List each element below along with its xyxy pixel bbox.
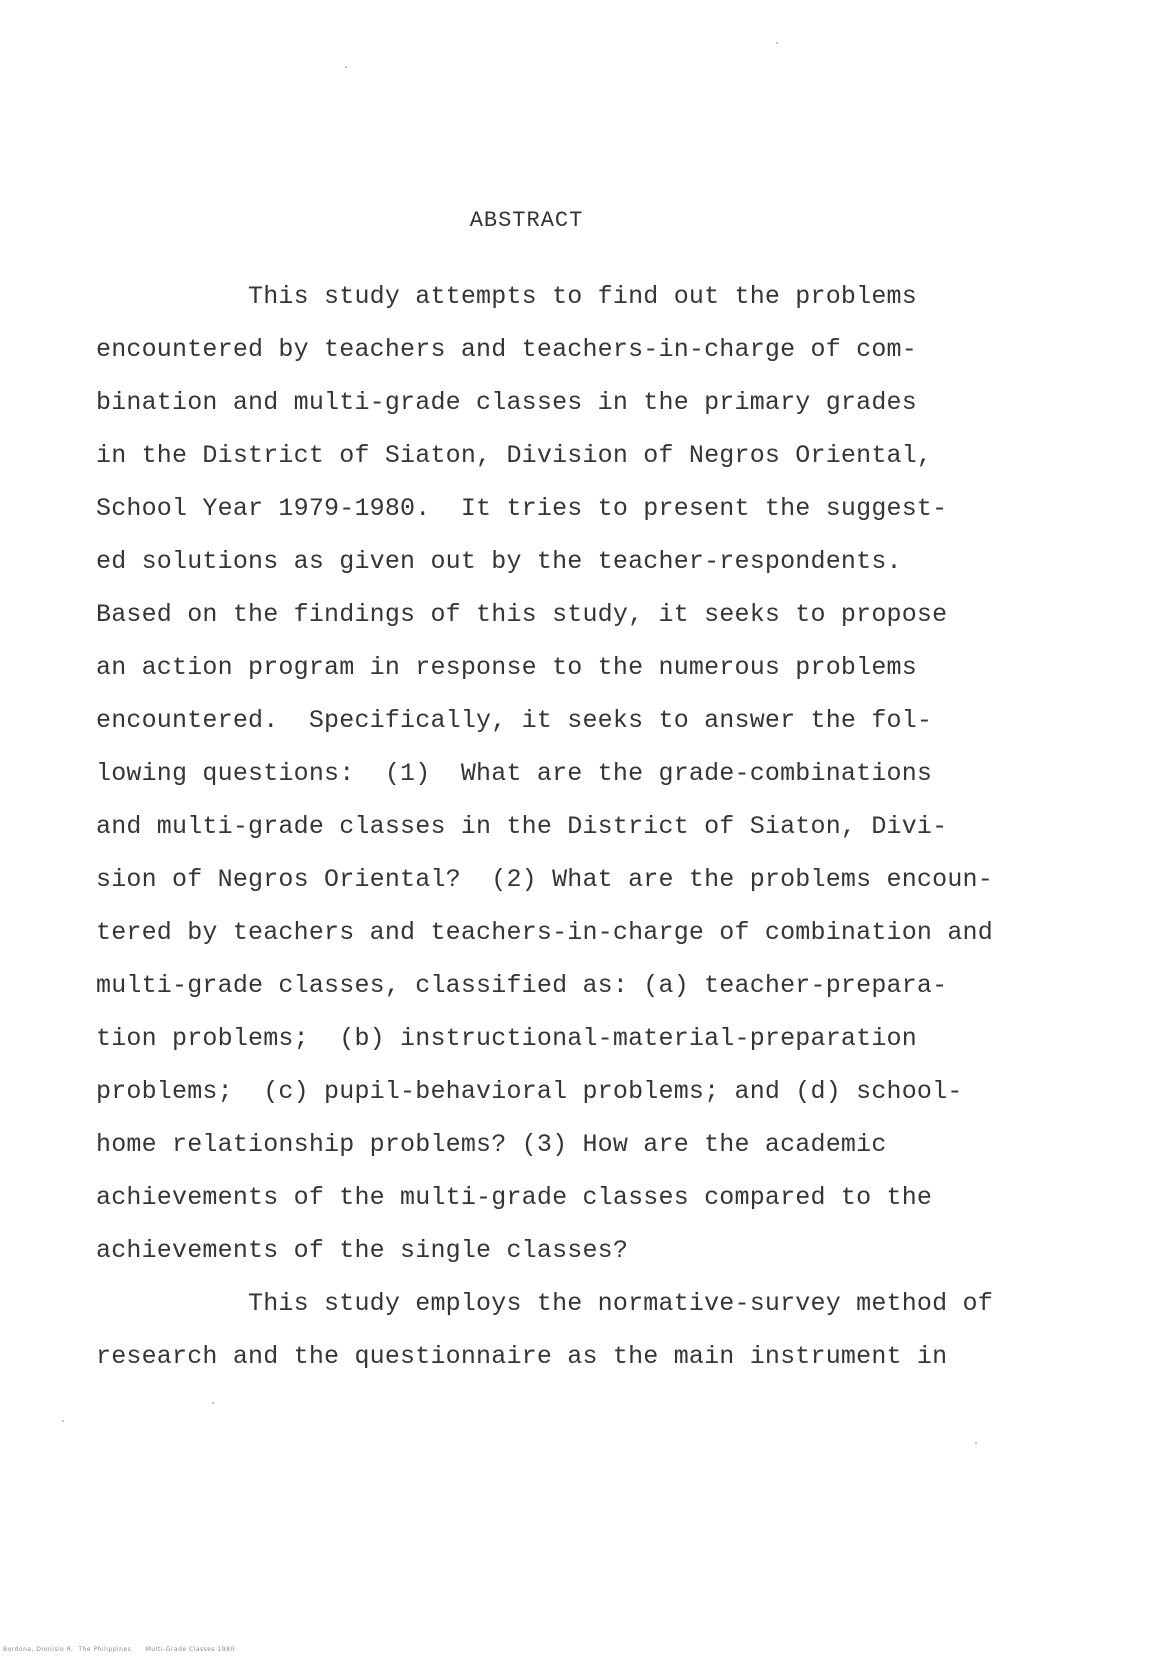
abstract-line: research and the questionnaire as the main instrument in (96, 1342, 948, 1371)
abstract-line: tered by teachers and teachers-in-charge of combination and (96, 918, 993, 947)
scan-speck (345, 66, 347, 68)
abstract-line: tion problems; (b) instructional-material-preparation (96, 1024, 917, 1053)
scan-footer: Bordona, Dionisio R. The Philippines Multi-Grade Classes 1980 (3, 1646, 235, 1653)
abstract-line: encountered by teachers and teachers-in-charge of com- (96, 335, 917, 364)
abstract-line: achievements of the single classes? (96, 1236, 629, 1265)
abstract-line: and multi-grade classes in the District of Siaton, Divi- (96, 812, 948, 841)
abstract-line: School Year 1979-1980. It tries to present the suggest- (96, 494, 948, 523)
abstract-line: Based on the findings of this study, it seeks to propose (96, 600, 948, 629)
abstract-line: ed solutions as given out by the teacher-respondents. (96, 547, 902, 576)
abstract-line: achievements of the multi-grade classes compared to the (96, 1183, 933, 1212)
abstract-heading: ABSTRACT (469, 208, 584, 233)
abstract-line: an action program in response to the numerous problems (96, 653, 917, 682)
abstract-line: sion of Negros Oriental? (2) What are the problems encoun- (96, 865, 993, 894)
scan-speck (212, 1402, 214, 1404)
scan-speck (975, 1442, 977, 1444)
abstract-line: This study employs the normative-survey method of (96, 1289, 993, 1318)
abstract-line: problems; (c) pupil-behavioral problems; and (d) school- (96, 1077, 963, 1106)
scan-speck (62, 1420, 64, 1422)
abstract-line: This study attempts to find out the problems (96, 282, 917, 311)
abstract-line: in the District of Siaton, Division of Negros Oriental, (96, 441, 933, 470)
abstract-line: multi-grade classes, classified as: (a) teacher-prepara- (96, 971, 948, 1000)
abstract-line: lowing questions: (1) What are the grade-combinations (96, 759, 933, 788)
abstract-line: bination and multi-grade classes in the primary grades (96, 388, 917, 417)
abstract-line: encountered. Specifically, it seeks to answer the fol- (96, 706, 933, 735)
abstract-line: home relationship problems? (3) How are the academic (96, 1130, 887, 1159)
scan-speck (776, 42, 778, 44)
